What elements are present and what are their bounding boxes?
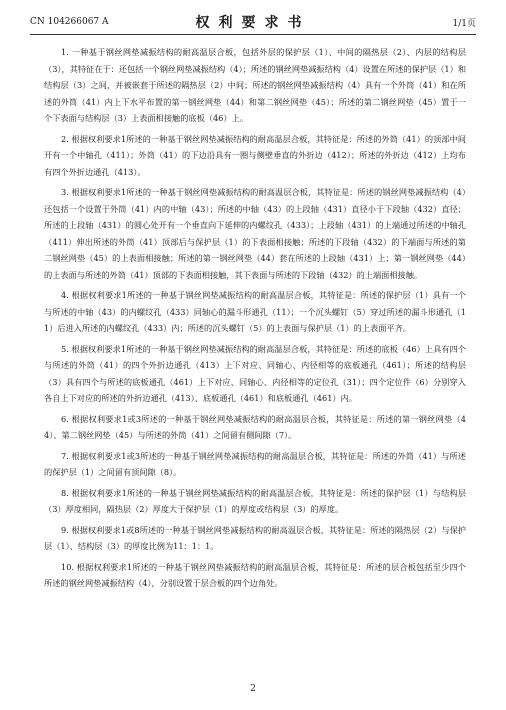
claim-10: 10. 根据权利要求1所述的一种基于钢丝网垫减振结构的耐高温层合板，其特征是：所述的层合板包括至少四个所述的钢丝网垫减振结构（4），分别设置于层合板的四个边角处。	[44, 561, 466, 588]
page-info: 1/1页	[452, 18, 476, 29]
claim-8: 8. 根据权利要求1所述的一种基于钢丝网垫减振结构的耐高温层合板，其特征是：所述的保护层（1）与结构层（3）厚度相同，隔热层（2）厚度大于保护层（1）的厚度或结构层（3）的厚度。	[44, 487, 466, 514]
page-title: 权利要求书	[195, 15, 311, 31]
claims-body	[44, 44, 466, 596]
page-header	[30, 14, 476, 30]
claim-2: 2. 根据权利要求1所述的一种基于钢丝网垫减振结构的耐高温层合板，其特征是：所述的外筒（41）的顶部中间开有一个中轴孔（411）；外筒（41）的下边沿具有一圈与侧壁垂直的外折边（412）；所述的外折边（412）上均布有四个外折边通孔（413）。	[44, 133, 466, 177]
claim-9: 9. 根据权利要求1或8所述的一种基于钢丝网垫减振结构的耐高温层合板，其特征是：所述的隔热层（2）与保护层（1）、结构层（3）的厚度比例为11：1：1。	[44, 524, 466, 551]
claim-1: 1. 一种基于钢丝网垫减振结构的耐高温层合板，包括外层的保护层（1）、中间的隔热层（2）、内层的结构层（3），其特征在于：还包括一个钢丝网垫减振结构（4）；所述的钢丝网垫减振结构（4）设置在所述的保护层（1）和结构层（3）之间，并被嵌套于所述的隔热层（2）中间；所述的钢丝网垫减振结构（4）具有一个外筒（41）和在所述的外筒（41）内上下水平布置的第一钢丝网垫（44）和第二钢丝网垫（45）；所述的第二钢丝网垫（45）置于一个下表面与结构层（3）上表面相接触的底板（46）上。	[44, 47, 467, 123]
header-rule	[30, 34, 476, 35]
claim-5: 5. 根据权利要求1所述的一种基于钢丝网垫减振结构的耐高温层合板，其特征是：所述的底板（46）上具有四个与所述的外筒（41）的四个外折边通孔（413）上下对应、同轴心、内径相等的底板通孔（461）；所述的结构层（3）具有四个与所述的底板通孔（461）上下对应、同轴心、内径相等的定位孔（31）；四个定位件（6）分别穿入各自上下对应的所述的外折边通孔（413）、底板通孔（461）和底板通孔（461）内。	[44, 343, 466, 403]
claim-3: 3. 根据权利要求1所述的一种基于钢丝网垫减振结构的耐高温层合板，其特征是：所述的钢丝网垫减振结构（4）还包括一个设置于外筒（41）内的中轴（43）；所述的中轴（43）的上段轴（431）直径小于下段轴（432）直径；所述的上段轴（431）的圆心处开有一个垂直向下延伸的内螺纹孔（433）；上段轴（431）的上端通过所述的中轴孔（411）伸出所述的外筒（41）顶部后与保护层（1）的下表面相接触；所述的下段轴（432）的下端面与所述的第二钢丝网垫（45）的上表面相接触；所述的第一钢丝网垫（44）套在所述的上段轴（431）上；第一钢丝网垫（44）的上表面与所述的外筒（41）顶部的下表面相接触，其下表面与所述的下段轴（432）的上端面相接触。	[44, 187, 466, 280]
claim-7: 7. 根据权利要求1或3所述的一种基于钢丝网垫减振结构的耐高温层合板，其特征是：所述的外筒（41）与所述的保护层（1）之间留有顶间隙（8）。	[44, 450, 466, 477]
claim-4: 4. 根据权利要求1所述的一种基于钢丝网垫减振结构的耐高温层合板，其特征是：所述的保护层（1）具有一个与所述的中轴（43）的内螺纹孔（433）同轴心的漏斗形通孔（11）；一个沉头螺钉（5）穿过所述的漏斗形通孔（11）后进入所述的内螺纹孔（433）内；所述的沉头螺钉（5）的上表面与保护层（1）的上表面平齐。	[44, 290, 466, 333]
doc-number: CN 104266067 A	[30, 17, 109, 27]
claim-6: 6. 根据权利要求1或3所述的一种基于钢丝网垫减振结构的耐高温层合板，其特征是：所述的第一钢丝网垫（44）、第二钢丝网垫（45）与所述的外筒（41）之间留有侧间隙（7）。	[44, 413, 466, 440]
page-number: 2	[250, 684, 256, 694]
